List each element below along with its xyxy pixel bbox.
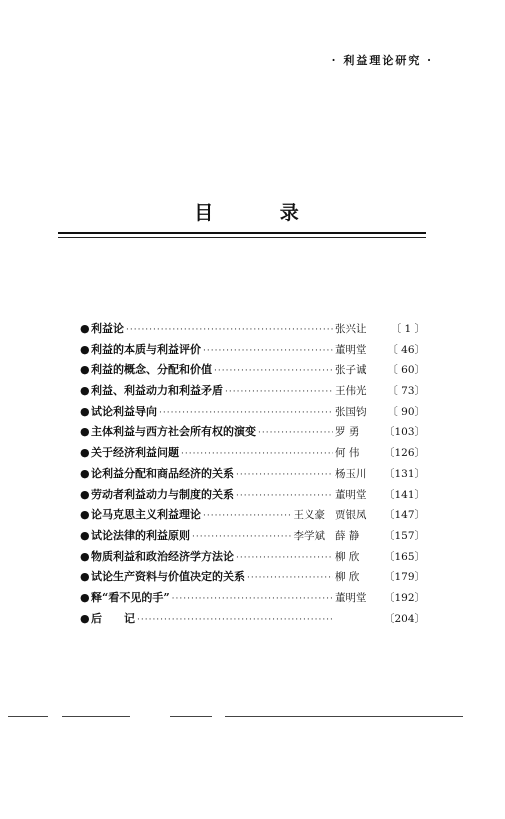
dot-leader (159, 408, 333, 418)
dot-leader (258, 428, 333, 438)
toc-entry (80, 506, 425, 527)
bullet-icon: ● (80, 611, 90, 625)
dot-leader (203, 511, 292, 521)
footer-rule (225, 716, 463, 717)
footer-rule (170, 716, 212, 717)
toc-entry-author: 张子诚 (335, 364, 367, 377)
toc-entry-title: 利益、利益动力和利益矛盾 (91, 384, 223, 398)
toc-entry-author: 董明堂 (335, 591, 367, 604)
toc-entry-page: 〔141〕 (383, 488, 425, 501)
dot-leader (225, 387, 333, 397)
toc-entry (80, 527, 425, 548)
dot-leader (236, 553, 333, 563)
toc-entry-author: 贾银凤 (335, 509, 367, 522)
toc-entry-page: 〔 46〕 (387, 343, 425, 356)
toc-entry-page: 〔 90〕 (387, 405, 425, 418)
footer-rule (8, 716, 48, 717)
bullet-icon: ● (80, 363, 90, 377)
toc-entry-author: 罗 勇 (335, 426, 360, 439)
toc-entry (80, 444, 425, 465)
toc-entry-title: 论利益分配和商品经济的关系 (91, 466, 234, 480)
toc-entry-page: 〔204〕 (383, 612, 425, 625)
toc-entry-title: 关于经济利益问题 (91, 446, 179, 460)
title-rule-thin (58, 237, 426, 238)
bullet-icon: ● (80, 404, 90, 418)
toc-entry-page: 〔157〕 (383, 529, 425, 542)
dot-leader (214, 366, 333, 376)
toc-entry-author: 张兴让 (335, 323, 367, 335)
toc-entry-title: 主体利益与西方社会所有权的演变 (91, 425, 256, 439)
toc-entry (80, 610, 425, 631)
toc-entry-page: 〔103〕 (383, 426, 425, 439)
toc-entry-page: 〔 73〕 (387, 385, 425, 398)
dot-leader (192, 532, 292, 542)
dot-leader (137, 615, 333, 625)
toc-entry-title: 物质利益和政治经济学方法论 (91, 549, 234, 563)
toc-entry-author: 薛 静 (335, 529, 360, 542)
toc-entry-page: 〔131〕 (383, 467, 425, 480)
toc-entry-title: 后 记 (91, 611, 135, 625)
dot-leader (247, 573, 333, 583)
toc-entry-title: 释“看不见的手” (91, 590, 170, 604)
bullet-icon: ● (80, 466, 90, 480)
bullet-icon: ● (80, 342, 90, 356)
toc-entry-page: 〔 1 〕 (390, 323, 425, 335)
toc-entry-title: 论马克思主义利益理论 (91, 508, 201, 522)
toc-entry-title: 利益的概念、分配和价值 (91, 363, 212, 377)
bullet-icon: ● (80, 425, 90, 439)
bullet-icon: ● (80, 528, 90, 542)
toc-entry-coauthor: 李学斌 (293, 529, 325, 542)
toc-entry-title: 试论生产资料与价值决定的关系 (91, 570, 245, 584)
toc-entry-author: 柳 欣 (335, 550, 360, 563)
dot-leader (172, 594, 333, 604)
table-of-contents (80, 320, 425, 630)
toc-entry (80, 568, 425, 589)
toc-entry (80, 589, 425, 610)
dot-leader (236, 491, 333, 501)
bullet-icon: ● (80, 570, 90, 584)
footer-rule (62, 716, 130, 717)
toc-entry (80, 361, 425, 382)
bullet-icon: ● (80, 487, 90, 501)
toc-entry (80, 341, 425, 362)
toc-entry-author: 柳 欣 (335, 571, 360, 584)
toc-entry (80, 320, 425, 341)
toc-entry-author: 张国钧 (335, 405, 367, 418)
bullet-icon: ● (80, 322, 90, 335)
page-title: 目 录 (194, 202, 329, 224)
toc-entry-coauthor: 王义豪 (293, 509, 325, 522)
toc-entry-page: 〔 60〕 (387, 364, 425, 377)
toc-entry-title: 劳动者利益动力与制度的关系 (91, 487, 234, 501)
toc-entry-author: 杨玉川 (335, 467, 367, 480)
bullet-icon: ● (80, 590, 90, 604)
dot-leader (126, 325, 333, 335)
dot-leader (236, 470, 333, 480)
toc-entry-title: 试论法律的利益原则 (91, 528, 190, 542)
running-header: · 利益理论研究 · (331, 54, 433, 67)
toc-entry-page: 〔165〕 (383, 550, 425, 563)
toc-entry-page: 〔147〕 (383, 509, 425, 522)
toc-entry (80, 382, 425, 403)
bullet-icon: ● (80, 549, 90, 563)
toc-entry-author: 董明堂 (335, 343, 367, 356)
dot-leader (181, 449, 333, 459)
title-rule-thick (58, 232, 426, 234)
toc-entry (80, 465, 425, 486)
toc-entry-author: 何 伟 (335, 447, 360, 460)
toc-entry-page: 〔126〕 (383, 447, 425, 460)
dot-leader (203, 346, 333, 356)
toc-entry-title: 利益论 (91, 322, 124, 335)
toc-entry (80, 403, 425, 424)
toc-entry-title: 利益的本质与利益评价 (91, 342, 201, 356)
toc-entry (80, 423, 425, 444)
bullet-icon: ● (80, 384, 90, 398)
toc-entry-page: 〔179〕 (383, 571, 425, 584)
bullet-icon: ● (80, 508, 90, 522)
toc-entry-author: 董明堂 (335, 488, 367, 501)
bullet-icon: ● (80, 446, 90, 460)
toc-entry (80, 548, 425, 569)
toc-entry-title: 试论利益导向 (91, 404, 157, 418)
toc-entry (80, 486, 425, 507)
toc-entry-author: 王伟光 (335, 385, 367, 398)
toc-entry-page: 〔192〕 (383, 591, 425, 604)
